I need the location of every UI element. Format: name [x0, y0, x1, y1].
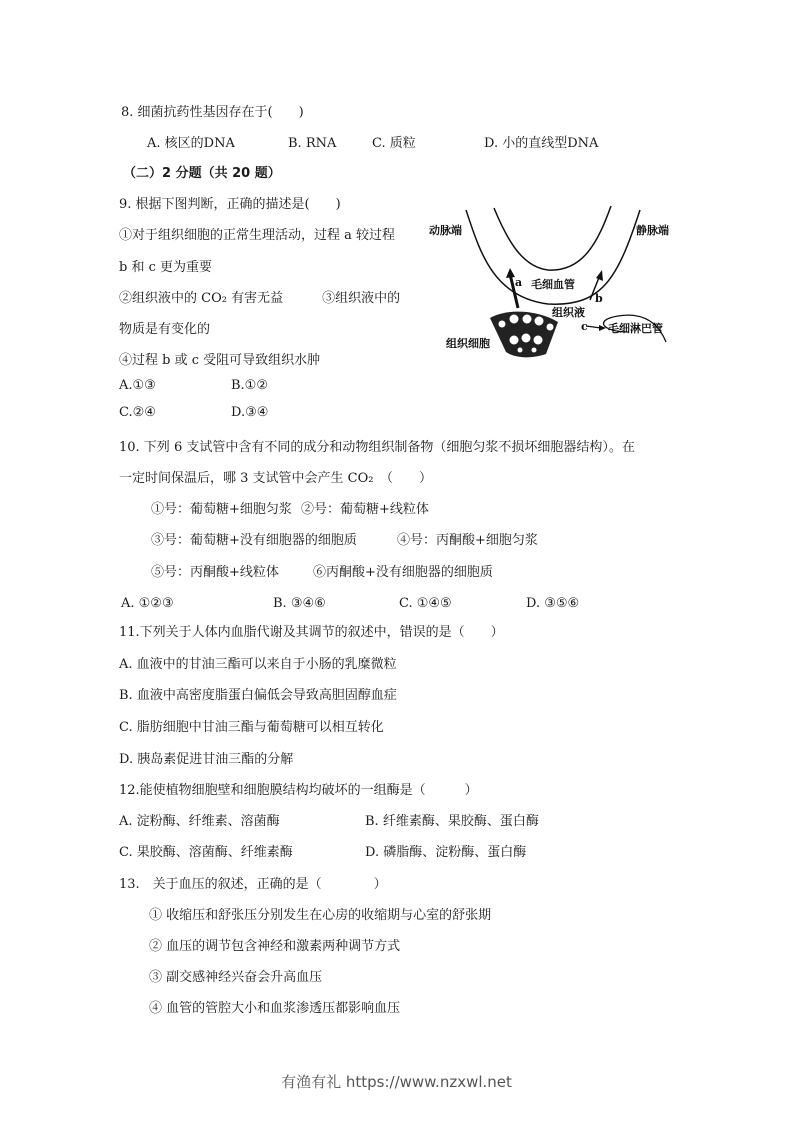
- q9-line-3: ②组织液中的 CO₂ 有害无益 ③组织液中的: [119, 291, 401, 306]
- q8-option-b: B. RNA: [288, 136, 337, 151]
- q11-option-b: B. 血液中高密度脂蛋白偏低会导致高胆固醇血症: [119, 688, 397, 703]
- label-b: b: [595, 292, 603, 305]
- q10-item-6: ⑥丙酮酸+没有细胞器的细胞质: [313, 565, 493, 580]
- q9-option-b: B.①②: [231, 378, 268, 393]
- label-capillary: 毛细血管: [531, 278, 575, 291]
- label-tissue-fluid: 组织液: [552, 306, 585, 319]
- q9-line-1: ①对于组织细胞的正常生理活动，过程 a 较过程: [119, 228, 396, 243]
- q10-item-4: ④号：丙酮酸+细胞匀浆: [397, 533, 538, 548]
- q12-stem: 12.能使植物细胞壁和细胞膜结构均破坏的一组酶是（ ）: [119, 783, 478, 798]
- q13-item-2: ② 血压的调节包含神经和激素两种调节方式: [149, 939, 401, 954]
- q12-option-d: D. 磷脂酶、淀粉酶、蛋白酶: [365, 845, 527, 860]
- q10-item-5: ⑤号：丙酮酸+线粒体: [151, 565, 279, 580]
- label-tissue-cells: 组织细胞: [446, 337, 490, 350]
- q10-item-1: ①号：葡萄糖+细胞匀浆: [151, 502, 292, 517]
- q12-option-b: B. 纤维素酶、果胶酶、蛋白酶: [365, 814, 539, 829]
- label-arterial-end: 动脉端: [429, 224, 462, 237]
- q10-option-d: D. ③⑤⑥: [526, 596, 580, 611]
- q9-line-2: b 和 c 更为重要: [119, 260, 212, 275]
- q10-option-c: C. ①④⑤: [399, 596, 452, 611]
- label-c: c: [581, 320, 588, 333]
- q13-item-3: ③ 副交感神经兴奋会升高血压: [149, 970, 323, 985]
- label-lymph-capillary: 毛细淋巴管: [608, 322, 663, 335]
- q13-stem: 13. 关于血压的叙述，正确的是（ ）: [119, 877, 387, 892]
- q13-item-4: ④ 血管的管腔大小和血浆渗透压都影响血压: [149, 1001, 401, 1016]
- q9-option-c: C.②④: [119, 405, 156, 420]
- q10-stem-line-2: 一定时间保温后，哪 3 支试管中会产生 CO₂ （ ）: [119, 471, 432, 486]
- q9-option-d: D.③④: [231, 405, 269, 420]
- q8-option-d: D. 小的直线型DNA: [484, 136, 599, 151]
- q10-option-b: B. ③④⑥: [273, 596, 326, 611]
- q11-option-a: A. 血液中的甘油三酯可以来自于小肠的乳糜微粒: [119, 657, 397, 672]
- label-venous-end: 静脉端: [636, 224, 669, 237]
- q9-option-a: A.①③: [119, 378, 156, 393]
- q12-option-c: C. 果胶酶、溶菌酶、纤维素酶: [119, 845, 293, 860]
- q11-option-d: D. 胰岛素促进甘油三酯的分解: [119, 752, 294, 767]
- capillary-diagram: [418, 182, 678, 372]
- q12-option-a: A. 淀粉酶、纤维素、溶菌酶: [119, 814, 280, 829]
- q8-stem: 8. 细菌抗药性基因存在于( ): [121, 105, 304, 120]
- q8-option-c: C. 质粒: [372, 136, 416, 151]
- q8-option-a: A. 核区的DNA: [147, 136, 235, 151]
- section-title: （二）2 分题（共 20 题）: [123, 166, 281, 181]
- q13-item-1: ① 收缩压和舒张压分别发生在心房的收缩期与心室的舒张期: [149, 908, 492, 923]
- q10-item-2: ②号：葡萄糖+线粒体: [301, 502, 429, 517]
- q11-stem: 11.下列关于人体内血脂代谢及其调节的叙述中，错误的是（ ）: [119, 625, 504, 640]
- q9-line-4: 物质是有变化的: [119, 322, 211, 337]
- q11-option-c: C. 脂肪细胞中甘油三酯与葡萄糖可以相互转化: [119, 720, 384, 735]
- q9-stem: 9. 根据下图判断，正确的描述是( ): [119, 197, 341, 212]
- q10-stem-line-1: 10. 下列 6 支试管中含有不同的成分和动物组织制备物（细胞匀浆不损坏细胞器结构）。在: [119, 440, 635, 455]
- label-a: a: [515, 276, 523, 289]
- footer-watermark: 有渔有礼 https://www.nzxwl.net: [281, 1073, 512, 1091]
- q10-item-3: ③号：葡萄糖+没有细胞器的细胞质: [151, 533, 357, 548]
- q9-line-5: ④过程 b 或 c 受阻可导致组织水肿: [119, 353, 321, 368]
- q10-option-a: A. ①②③: [121, 596, 174, 611]
